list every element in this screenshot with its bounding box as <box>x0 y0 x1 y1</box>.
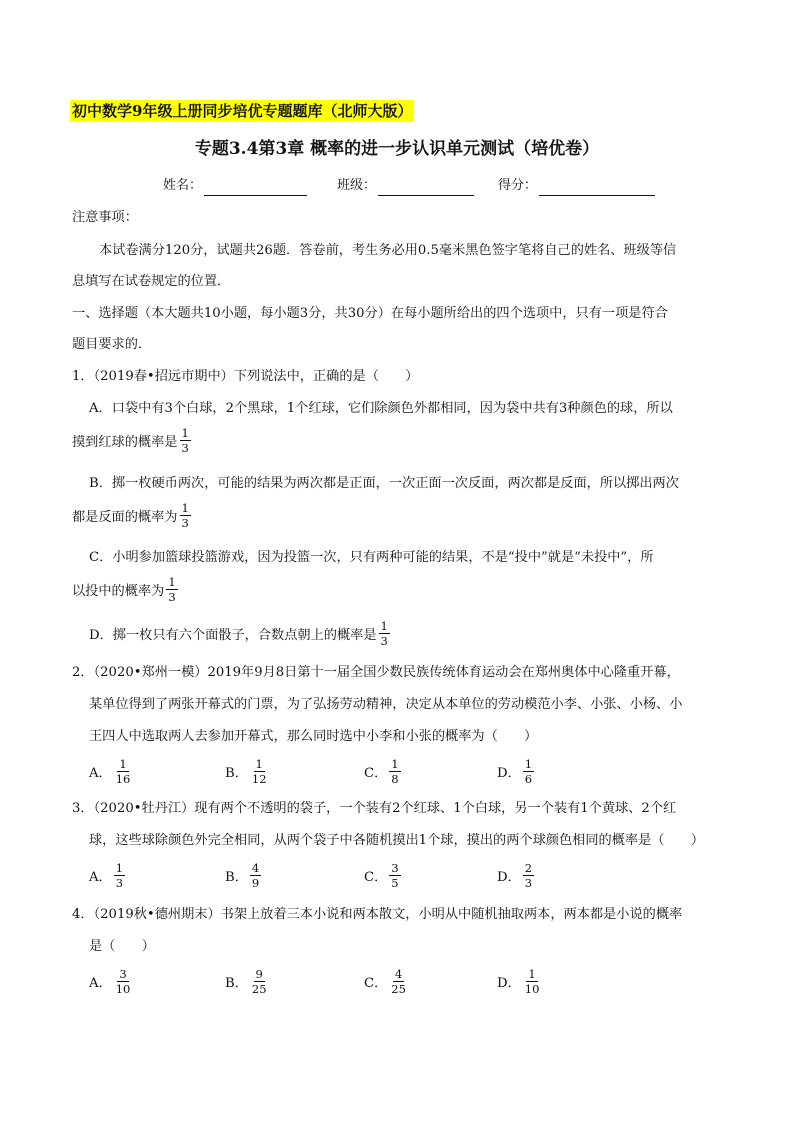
q1-option-a: A．口袋中有3个白球，2个黑球，1个红球，它们除颜色外都相同，因为袋中共有3种颜色的球，所以 <box>89 401 673 416</box>
option-label: D． <box>497 976 521 991</box>
q1-option-b-text: 都是反面的概率为 <box>72 510 178 525</box>
option-label: D． <box>497 870 521 885</box>
q3-option-c <box>364 862 401 889</box>
q1-option-c-text: 以投中的概率为 <box>72 584 165 599</box>
question-2-stem: 某单位得到了两张开幕式的门票，为了弘扬劳动精神，决定从本单位的劳动模范小李、小张、小杨、小 <box>89 697 683 712</box>
fraction <box>250 758 269 785</box>
numerator: 1 <box>255 757 263 771</box>
q3-option-a <box>89 862 125 889</box>
q1-option-b: B．掷一枚硬币两次，可能的结果为两次都是正面，一次正面一次反面，两次都是反面，所以掷出两次 <box>89 476 679 491</box>
section-heading: 一、选择题（本大题共10小题，每小题3分，共30分）在每小题所给出的四个选项中，只有一项是符合 <box>72 306 668 321</box>
page-title: 专题3.4第3章 概率的进一步认识单元测试（培优卷） <box>194 139 600 159</box>
fraction <box>389 862 400 889</box>
option-label: C． <box>364 870 388 885</box>
question-2-stem: 王四人中选取两人去参加开幕式，那么同时选中小李和小张的概率为（ ） <box>89 729 538 744</box>
denominator: 12 <box>251 772 267 786</box>
numerator: 9 <box>255 967 263 981</box>
denominator: 16 <box>115 772 131 786</box>
denominator: 3 <box>181 516 189 530</box>
denominator: 6 <box>524 772 533 786</box>
denominator: 3 <box>524 876 533 890</box>
question-2-stem: 2．（2020•郑州一模）2019年9月8日第十一届全国少数民族传统体育运动会在郑州奥体中心隆重开幕， <box>72 665 680 680</box>
option-label: A． <box>89 870 112 885</box>
q2-option-c <box>364 758 401 785</box>
q1-option-d <box>89 620 390 647</box>
section-heading: 题目要求的． <box>72 337 152 352</box>
denominator: 25 <box>251 982 267 996</box>
denominator: 3 <box>168 590 176 604</box>
class-field[interactable] <box>337 176 474 196</box>
q2-option-b <box>225 758 269 785</box>
numerator: 1 <box>181 501 189 515</box>
score-label: 得分： <box>498 178 538 193</box>
question-1-stem: 1．（2019春•招远市期中）下列说法中，正确的是（ ） <box>72 369 419 384</box>
fraction <box>114 968 133 995</box>
option-label: D． <box>497 766 521 781</box>
denominator: 5 <box>391 876 399 890</box>
question-3-stem: 3．（2020•牡丹江）现有两个不透明的袋子，一个装有2个红球、1个白球，另一个装有1个黄球、2个红 <box>72 801 677 816</box>
numerator: 3 <box>119 967 127 981</box>
denominator: 9 <box>251 876 260 890</box>
q1-option-d-text: D．掷一枚只有六个面骰子，合数点朝上的概率是 <box>89 628 377 643</box>
q3-option-d <box>497 862 534 889</box>
numerator: 1 <box>181 426 189 440</box>
q2-option-d <box>497 758 534 785</box>
class-blank[interactable] <box>378 179 474 196</box>
q4-option-a <box>89 968 132 995</box>
question-4-stem: 4．（2019秋•德州期末）书架上放着三本小说和两本散文，小明从中随机抽取两本，两本都是小说的概率 <box>72 907 683 922</box>
fraction <box>523 968 542 995</box>
numerator: 1 <box>528 967 536 981</box>
q1-option-c-cont <box>72 576 178 603</box>
q4-option-c <box>364 968 408 995</box>
denominator: 25 <box>391 982 406 996</box>
name-field[interactable] <box>163 176 307 196</box>
q1-option-c: C．小明参加篮球投篮游戏，因为投篮一次，只有两种可能的结果，不是“投中”就是“未投中”，所 <box>89 550 654 565</box>
name-label: 姓名： <box>163 178 203 193</box>
numerator: 4 <box>251 861 260 875</box>
class-label: 班级： <box>337 178 377 193</box>
fraction <box>114 758 133 785</box>
q3-option-b <box>225 862 261 889</box>
fraction <box>523 758 534 785</box>
option-label: B． <box>225 766 248 781</box>
numerator: 1 <box>115 861 124 875</box>
series-title: 初中数学9年级上册同步培优专题题库（北师大版） <box>72 102 413 120</box>
score-blank[interactable] <box>539 179 655 196</box>
q1-option-a-text: 摸到红球的概率是 <box>72 435 178 450</box>
fraction <box>389 758 400 785</box>
question-4-stem: 是（ ） <box>89 939 155 954</box>
q4-option-b <box>225 968 269 995</box>
denominator: 3 <box>115 876 124 890</box>
denominator: 3 <box>380 634 388 648</box>
option-label: A． <box>89 766 112 781</box>
option-label: C． <box>364 766 388 781</box>
fraction <box>379 620 390 647</box>
score-field[interactable] <box>498 176 655 196</box>
fraction <box>250 862 261 889</box>
notice-heading: 注意事项： <box>72 210 138 225</box>
denominator: 10 <box>115 982 131 996</box>
numerator: 1 <box>391 757 399 771</box>
denominator: 10 <box>524 982 540 996</box>
numerator: 4 <box>394 967 403 981</box>
fraction <box>250 968 269 995</box>
fraction <box>389 968 408 995</box>
numerator: 1 <box>168 575 176 589</box>
numerator: 2 <box>524 861 533 875</box>
q4-option-d <box>497 968 541 995</box>
fraction <box>114 862 125 889</box>
option-label: B． <box>225 870 248 885</box>
denominator: 3 <box>181 441 189 455</box>
numerator: 1 <box>119 757 127 771</box>
fraction <box>180 502 191 529</box>
q1-option-a-cont <box>72 427 191 454</box>
option-label: B． <box>225 976 248 991</box>
fraction <box>166 576 177 603</box>
question-3-stem: 球，这些球除颜色外完全相同，从两个袋子中各随机摸出1个球，摸出的两个球颜色相同的概率是（ ） <box>89 833 705 848</box>
q1-option-b-cont <box>72 502 191 529</box>
q2-option-a <box>89 758 132 785</box>
fraction <box>523 862 534 889</box>
option-label: A． <box>89 976 112 991</box>
denominator: 8 <box>391 772 399 786</box>
numerator: 1 <box>380 619 388 633</box>
fraction <box>180 427 191 454</box>
name-blank[interactable] <box>204 179 307 196</box>
notice-line: 息填写在试卷规定的位置． <box>72 274 231 289</box>
notice-line: 本试卷满分120分，试题共26题．答卷前，考生务必用0.5毫米黑色签字笔将自己的姓名、班级等信 <box>99 243 677 258</box>
numerator: 3 <box>391 861 399 875</box>
numerator: 1 <box>524 757 533 771</box>
option-label: C． <box>364 976 388 991</box>
